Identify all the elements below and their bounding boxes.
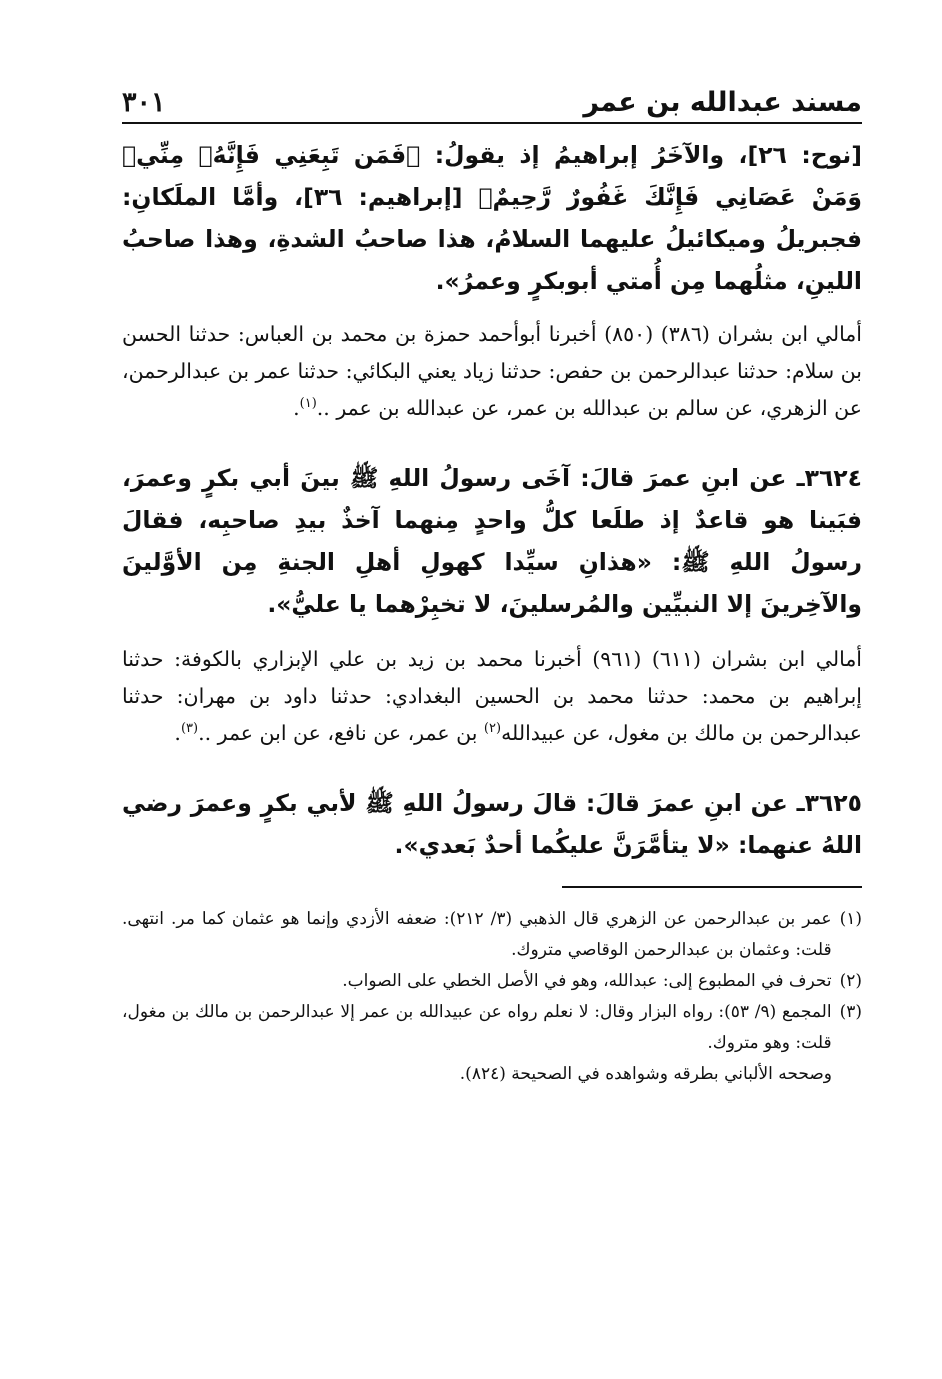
footnote-2-text: تحرف في المطبوع إلى: عبدالله، وهو في الأصل الخطي على الصواب. xyxy=(342,971,832,991)
footnote-3-continuation: وصححه الألباني بطرقه وشواهده في الصحيحة (٨٢٤). xyxy=(459,1064,832,1084)
page-header xyxy=(122,78,862,124)
footnote-ref-2[interactable]: (٢) xyxy=(483,721,502,737)
chain-of-narration-2: أمالي ابن بشران (٦١١) (٩٦١) أخبرنا محمد بن زيد بن علي الإبزاري بالكوفة: حدثنا إبراهيم بن محمد: حدثنا محمد بن الحسين البغدادي: حدثنا داود بن مهران: حدثنا عبدالرحمن بن مالك بن مغول، عن عبيدالله$^{(٢)}$ بن عمر، عن نافع، عن ابن عمر ..$^{(٣)}$. xyxy=(122,647,862,745)
footnote-ref-1[interactable]: (١) xyxy=(299,396,317,412)
hadith-continuation xyxy=(122,134,862,302)
footnote-1-text: عمر بن عبدالرحمن عن الزهري قال الذهبي (٣/ ٢١٢): ضعفه الأزدي وإنما هو عثمان كما مر. انتهى. قلت: وعثمان بن عبدالرحمن الوقاصي متروك. xyxy=(122,909,832,960)
footnotes xyxy=(122,904,862,1090)
chain-of-narration-1-text: أمالي ابن بشران (٣٨٦) (٨٥٠) أخبرنا أبوأحمد حمزة بن محمد بن العباس: حدثنا الحسن بن سلام: حدثنا عبدالرحمن بن حفص: حدثنا زياد يعني البكائي: حدثنا عمر بن عبدالرحمن، عن الزهري، عن سالم بن عبدالله بن عمر، عن عبدالله بن عمر .. xyxy=(122,322,862,420)
footnote-1 xyxy=(122,904,862,966)
footnote-ref-3[interactable]: (٣) xyxy=(180,721,199,737)
hadith-3624 xyxy=(122,457,862,625)
footnote-3-text: المجمع (٩/ ٥٣): رواه البزار وقال: لا نعلم رواه عن عبيدالله بن عمر إلا عبدالرحمن بن مالك بن مغول، قلت: وهو متروك. xyxy=(122,1002,832,1053)
book-title: مسند عبدالله بن عمر xyxy=(583,87,862,118)
footnote-3 xyxy=(122,997,862,1059)
footnote-3-mark: (٣) xyxy=(839,1002,862,1022)
footnote-2 xyxy=(122,966,862,997)
footnote-1-mark: (١) xyxy=(839,909,862,929)
footnote-2-mark: (٢) xyxy=(839,971,862,991)
chain-of-narration-2-text-after: بن عمر، عن نافع، عن ابن عمر .. xyxy=(198,721,484,745)
footnote-divider xyxy=(562,886,862,888)
page-number: ٣٠١ xyxy=(122,87,166,118)
hadith-3625-text: ٣٦٢٥ـ عن ابنِ عمرَ قالَ: قالَ رسولُ اللهِ ﷺ لأبي بكرٍ وعمرَ رضي اللهُ عنهما: «لا يتأمَّرَنَّ عليكُما أحدٌ بَعدي». xyxy=(122,789,862,859)
book-page xyxy=(122,78,862,1090)
hadith-continuation-text: [نوح: ٢٦]، والآخَرُ إبراهيمُ إذ يقولُ: ﴿فَمَن تَبِعَنِي فَإِنَّهُۥ مِنِّيۖ وَمَنْ عَصَانِي فَإِنَّكَ غَفُورٌ رَّحِيمٌ﴾ [إبراهيم: ٣٦]، وأمَّا الملَكانِ: فجبريلُ وميكائيلُ عليهما السلامُ، هذا صاحبُ الشدةِ، وهذا صاحبُ اللينِ، مثلُهما مِن أُمتي أبوبكرٍ وعمرُ». xyxy=(122,141,863,295)
hadith-3625 xyxy=(122,782,862,866)
chain-of-narration-2-text-before: أمالي ابن بشران (٦١١) (٩٦١) أخبرنا محمد بن زيد بن علي الإبزاري بالكوفة: حدثنا إبراهيم بن محمد: حدثنا محمد بن الحسين البغدادي: حدثنا داود بن مهران: حدثنا عبدالرحمن بن مالك بن مغول، عن عبيدالله xyxy=(122,647,862,745)
chain-of-narration-1: أمالي ابن بشران (٣٨٦) (٨٥٠) أخبرنا أبوأحمد حمزة بن محمد بن العباس: حدثنا الحسن بن سلام: حدثنا عبدالرحمن بن حفص: حدثنا زياد يعني البكائي: حدثنا عمر بن عبدالرحمن، عن الزهري، عن سالم بن عبدالله بن عمر، عن عبدالله بن عمر ..$^{(١)}$. xyxy=(122,322,862,420)
hadith-3624-text: ٣٦٢٤ـ عن ابنِ عمرَ قالَ: آخَى رسولُ اللهِ ﷺ بينَ أبي بكرٍ وعمرَ، فبَينا هو قاعدٌ إذ طلَعا كلُّ واحدٍ مِنهما آخذٌ بيدِ صاحبِه، فقالَ رسولُ اللهِ ﷺ: «هذانِ سيِّدا كهولِ أهلِ الجنةِ مِن الأوَّلينَ والآخِرينَ إلا النبيِّين والمُرسلينَ، لا تخبِرْهما يا عليُّ». xyxy=(122,464,862,618)
